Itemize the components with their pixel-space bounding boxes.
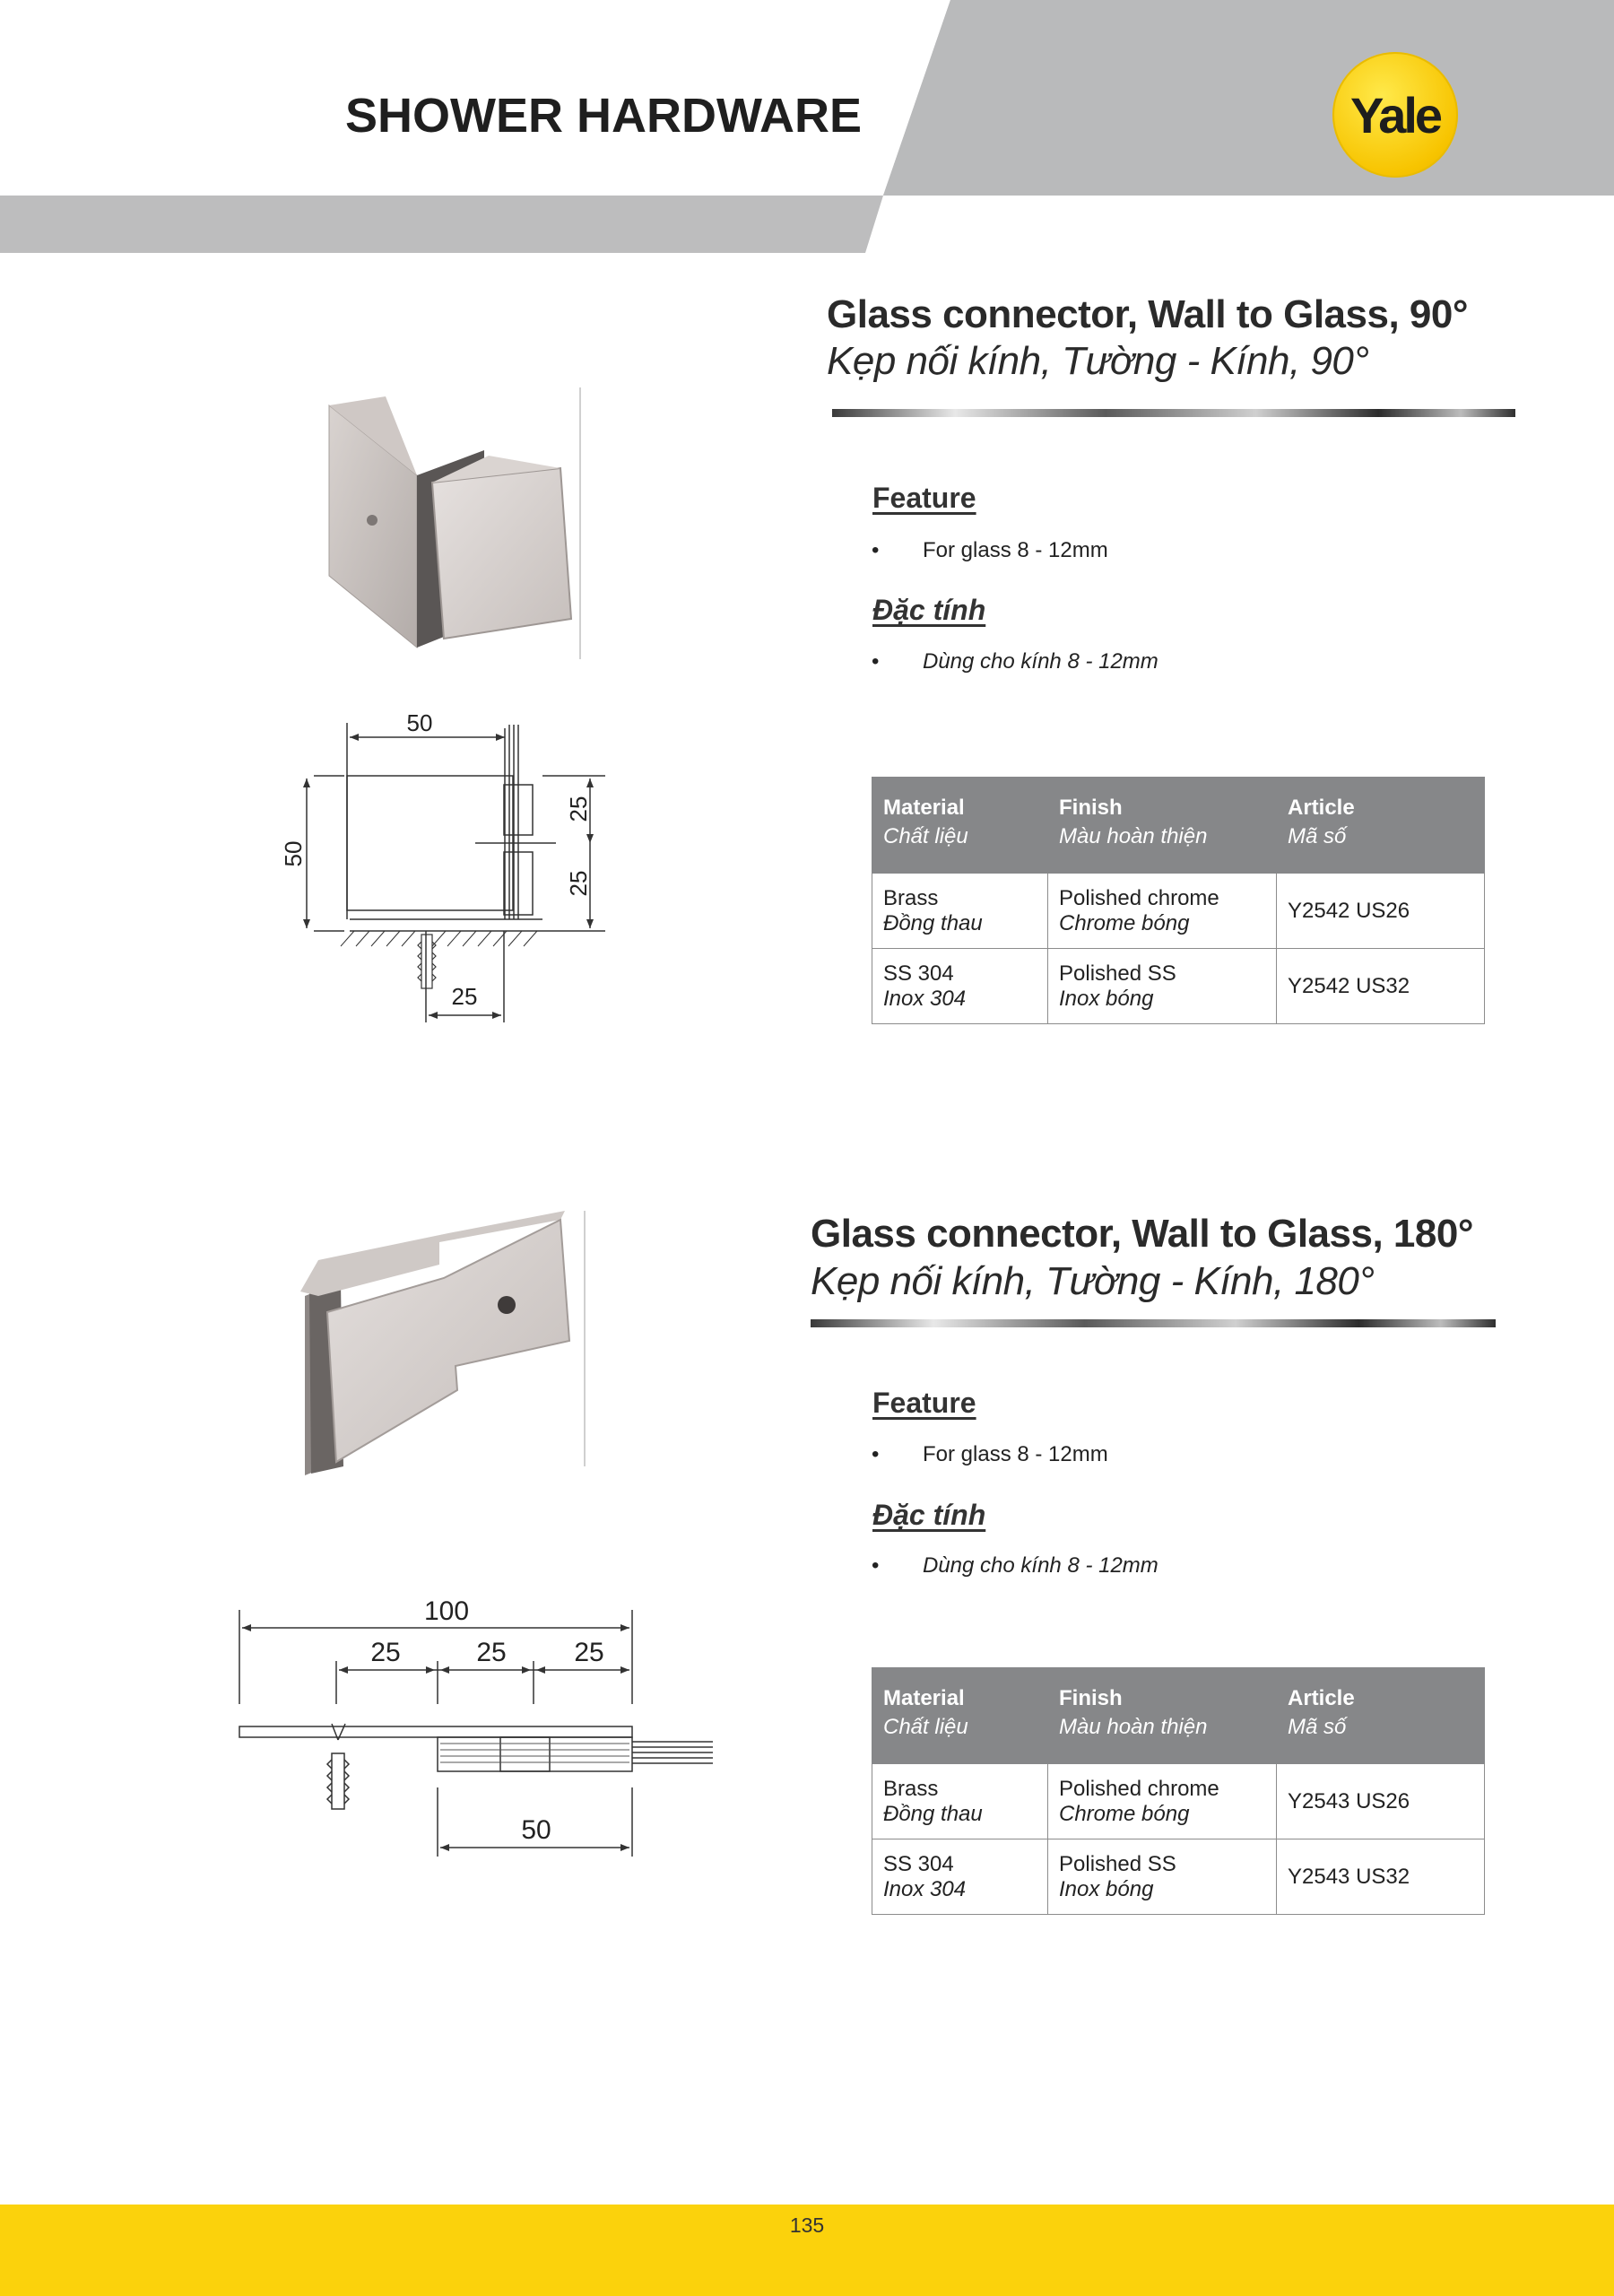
table-header: Material Chất liệu <box>872 778 1048 874</box>
dim-label: 25 <box>370 1638 401 1667</box>
feature-heading-vn: Đặc tính <box>872 594 986 626</box>
dim-label: 50 <box>280 840 307 867</box>
feature-item: • For glass 8 - 12mm <box>872 1442 1108 1466</box>
product-subtitle: Kẹp nối kính, Tường - Kính, 180° <box>811 1259 1375 1303</box>
spec-table <box>872 1667 1485 1915</box>
table-row: SS 304 Inox 304 Polished SS Inox bóng Y2542 US32 <box>872 949 1485 1024</box>
page-number: 135 <box>789 2213 825 2237</box>
product-subtitle: Kẹp nối kính, Tường - Kính, 90° <box>827 339 1369 383</box>
feature-item-vn: • Dùng cho kính 8 - 12mm <box>872 649 1158 674</box>
table-row: SS 304 Inox 304 Polished SS Inox bóng Y2543 US32 <box>872 1839 1485 1915</box>
feature-heading: Feature <box>872 482 976 514</box>
logo-text: Yale <box>1349 87 1441 144</box>
table-header: Finish Màu hoàn thiện <box>1048 1668 1277 1764</box>
table-row: Brass Đồng thau Polished chrome Chrome bóng Y2543 US26 <box>872 1764 1485 1839</box>
divider-line <box>811 1319 1496 1327</box>
table-header: Article Mã số <box>1277 1668 1485 1764</box>
technical-drawing-180 <box>229 1587 731 1874</box>
feature-heading-vn: Đặc tính <box>872 1499 986 1531</box>
product-photo-90 <box>318 386 596 664</box>
product-title: Glass connector, Wall to Glass, 90° <box>827 292 1468 336</box>
divider-line <box>832 409 1515 417</box>
dim-label: 25 <box>476 1638 507 1667</box>
technical-drawing-90 <box>269 700 628 1040</box>
page-title: SHOWER HARDWARE <box>345 89 862 143</box>
dim-label: 25 <box>574 1638 604 1667</box>
table-header: Material Chất liệu <box>872 1668 1048 1764</box>
yale-logo <box>1332 52 1458 178</box>
dim-label: 25 <box>565 870 592 897</box>
spec-table <box>872 777 1485 1024</box>
product-title: Glass connector, Wall to Glass, 180° <box>811 1212 1473 1256</box>
table-header: Article Mã số <box>1277 778 1485 874</box>
feature-item-vn: • Dùng cho kính 8 - 12mm <box>872 1553 1158 1578</box>
feature-item: • For glass 8 - 12mm <box>872 538 1108 562</box>
table-header: Finish Màu hoàn thiện <box>1048 778 1277 874</box>
dim-label: 50 <box>406 709 433 736</box>
dim-label: 100 <box>423 1596 470 1626</box>
dim-label: 25 <box>565 796 592 822</box>
dim-label: 25 <box>451 983 478 1010</box>
dim-label: 50 <box>521 1815 551 1845</box>
product-photo-180 <box>291 1206 596 1475</box>
table-row: Brass Đồng thau Polished chrome Chrome bóng Y2542 US26 <box>872 874 1485 949</box>
feature-heading: Feature <box>872 1387 976 1419</box>
